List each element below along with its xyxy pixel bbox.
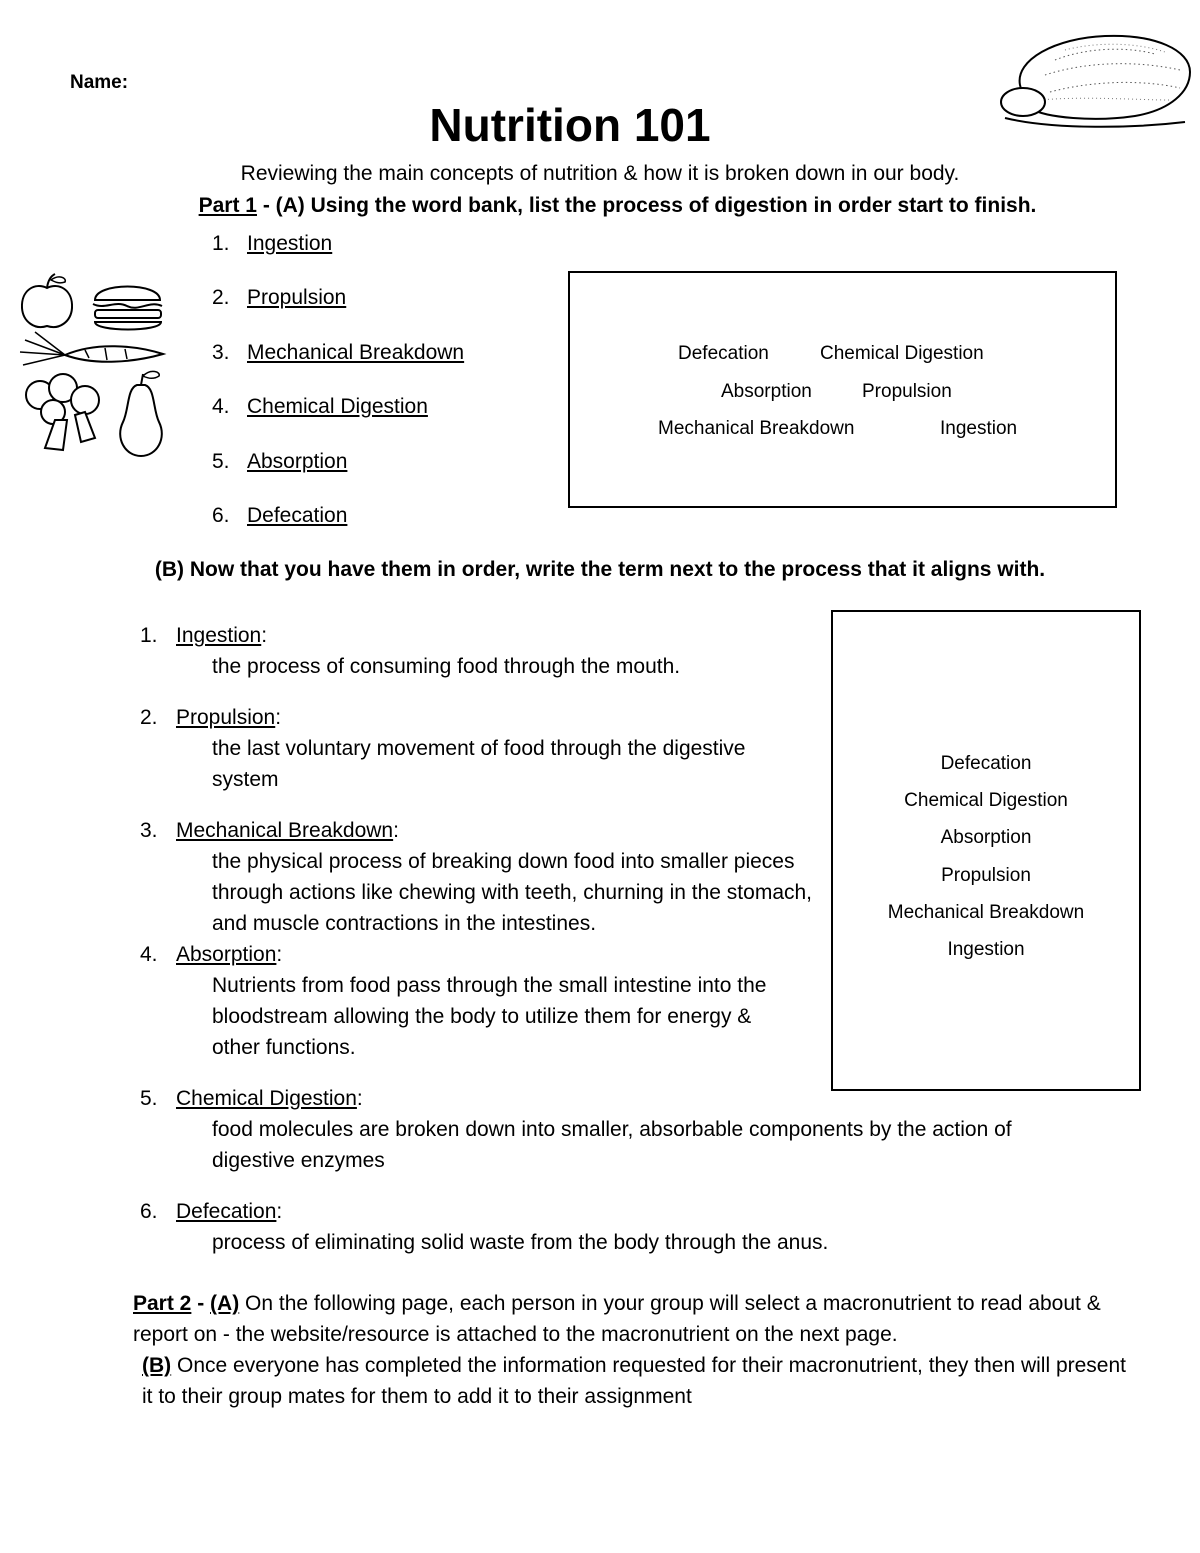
item-number: 3. bbox=[140, 819, 158, 842]
name-label: Name: bbox=[70, 72, 129, 93]
word-bank-word: Propulsion bbox=[862, 381, 952, 402]
item-colon: : bbox=[261, 624, 268, 647]
item-term: Defecation bbox=[176, 1200, 277, 1223]
word-bank-word: Chemical Digestion bbox=[820, 343, 984, 364]
part2-dash: - bbox=[191, 1292, 211, 1315]
item-colon: : bbox=[356, 1087, 363, 1110]
item-number: 1. bbox=[140, 624, 158, 647]
part1-heading bbox=[0, 194, 1200, 218]
digestion-order-list bbox=[212, 232, 464, 558]
pear-icon bbox=[120, 371, 162, 456]
item-description: process of eliminating solid waste from the body through the anus. bbox=[212, 1231, 829, 1254]
list-item bbox=[212, 286, 464, 340]
item-colon: : bbox=[276, 943, 283, 966]
list-item bbox=[140, 1083, 363, 1114]
carrot-icon bbox=[20, 332, 163, 365]
item-description: the last voluntary movement of food through the digestive system bbox=[212, 737, 746, 791]
step-term: Defecation bbox=[247, 503, 348, 527]
item-term: Propulsion bbox=[176, 706, 276, 729]
step-number: 4. bbox=[212, 395, 230, 419]
item-description: food molecules are broken down into smaller, absorbable components by the action of digestive enzymes bbox=[212, 1118, 1012, 1172]
word-bank-word: Defecation bbox=[678, 343, 769, 364]
list-item bbox=[212, 232, 464, 286]
part2-a bbox=[128, 1288, 1148, 1350]
step-number: 2. bbox=[212, 286, 230, 310]
item-colon: : bbox=[393, 819, 399, 842]
part2-b-label: (B) bbox=[142, 1354, 172, 1377]
page-title: Nutrition 101 bbox=[429, 99, 711, 151]
word-bank-word: Ingestion bbox=[947, 939, 1025, 961]
item-term: Ingestion bbox=[176, 624, 262, 647]
list-item bbox=[212, 395, 464, 449]
item-description: Nutrients from food pass through the small intestine into the bloodstream allowing the body to utilize them for energy & other functions. bbox=[212, 974, 767, 1059]
item-description: the physical process of breaking down food into smaller pieces through actions like chewing with teeth, churning in the stomach, and muscle contractions in the intestines. bbox=[212, 850, 813, 935]
partb-heading: (B) Now that you have them in order, write the term next to the process that it aligns with. bbox=[154, 558, 1046, 581]
step-term: Propulsion bbox=[247, 286, 347, 310]
step-number: 3. bbox=[212, 340, 230, 364]
word-bank-part1 bbox=[568, 271, 1117, 508]
item-term: Absorption bbox=[176, 943, 277, 966]
list-item bbox=[212, 504, 464, 558]
item-number: 5. bbox=[140, 1087, 158, 1110]
word-bank-word: Propulsion bbox=[941, 864, 1031, 886]
word-bank-word: Chemical Digestion bbox=[904, 790, 1068, 812]
step-term: Mechanical Breakdown bbox=[247, 340, 465, 364]
step-number: 5. bbox=[212, 449, 230, 473]
item-number: 2. bbox=[140, 706, 158, 729]
item-number: 6. bbox=[140, 1200, 158, 1223]
word-bank-partb bbox=[831, 610, 1141, 1091]
part2-b bbox=[128, 1350, 1132, 1412]
step-term: Ingestion bbox=[247, 232, 333, 255]
item-colon: : bbox=[276, 1200, 283, 1223]
word-bank-word: Absorption bbox=[940, 827, 1032, 849]
list-item bbox=[212, 341, 464, 395]
item-term: Mechanical Breakdown bbox=[176, 819, 394, 842]
step-term: Chemical Digestion bbox=[247, 395, 428, 419]
word-bank-word: Ingestion bbox=[940, 418, 1018, 439]
word-bank-word: Defecation bbox=[940, 753, 1032, 774]
item-number: 4. bbox=[140, 943, 158, 966]
part2-label: Part 2 bbox=[133, 1292, 192, 1315]
word-bank-word: Absorption bbox=[721, 381, 812, 402]
food-illustrations bbox=[15, 270, 175, 460]
list-item bbox=[140, 939, 282, 970]
item-description: the process of consuming food through the mouth. bbox=[212, 655, 681, 678]
part1-instruction: - (A) Using the word bank, list the process of digestion in order start to finish. bbox=[256, 194, 1037, 217]
page-subtitle: Reviewing the main concepts of nutrition & how it is broken down in our body. bbox=[240, 162, 960, 185]
item-term: Chemical Digestion bbox=[176, 1087, 357, 1110]
part2-b-text: Once everyone has completed the information requested for their macronutrient, they then will present it to their group mates for them to add it to their assignment bbox=[142, 1354, 1126, 1408]
word-bank-word: Mechanical Breakdown bbox=[887, 901, 1085, 923]
step-number: 6. bbox=[212, 503, 230, 527]
part2-section bbox=[128, 1288, 1148, 1412]
step-term: Absorption bbox=[247, 449, 348, 473]
step-number: 1. bbox=[212, 232, 230, 255]
list-item bbox=[140, 1196, 282, 1227]
part2-a-text: On the following page, each person in your group will select a macronutrient to read about & report on - the website/resource is attached to the macronutrient on the next page. bbox=[133, 1292, 1101, 1346]
list-item bbox=[140, 702, 281, 733]
item-colon: : bbox=[275, 706, 282, 729]
burger-icon bbox=[93, 287, 162, 330]
part1-label: Part 1 bbox=[198, 194, 257, 217]
apple-icon bbox=[22, 274, 72, 327]
list-item bbox=[140, 815, 399, 846]
broccoli-icon bbox=[26, 374, 99, 450]
list-item bbox=[140, 620, 267, 651]
part2-a-label: (A) bbox=[210, 1292, 240, 1315]
list-item bbox=[212, 450, 464, 504]
word-bank-word: Mechanical Breakdown bbox=[658, 418, 855, 439]
